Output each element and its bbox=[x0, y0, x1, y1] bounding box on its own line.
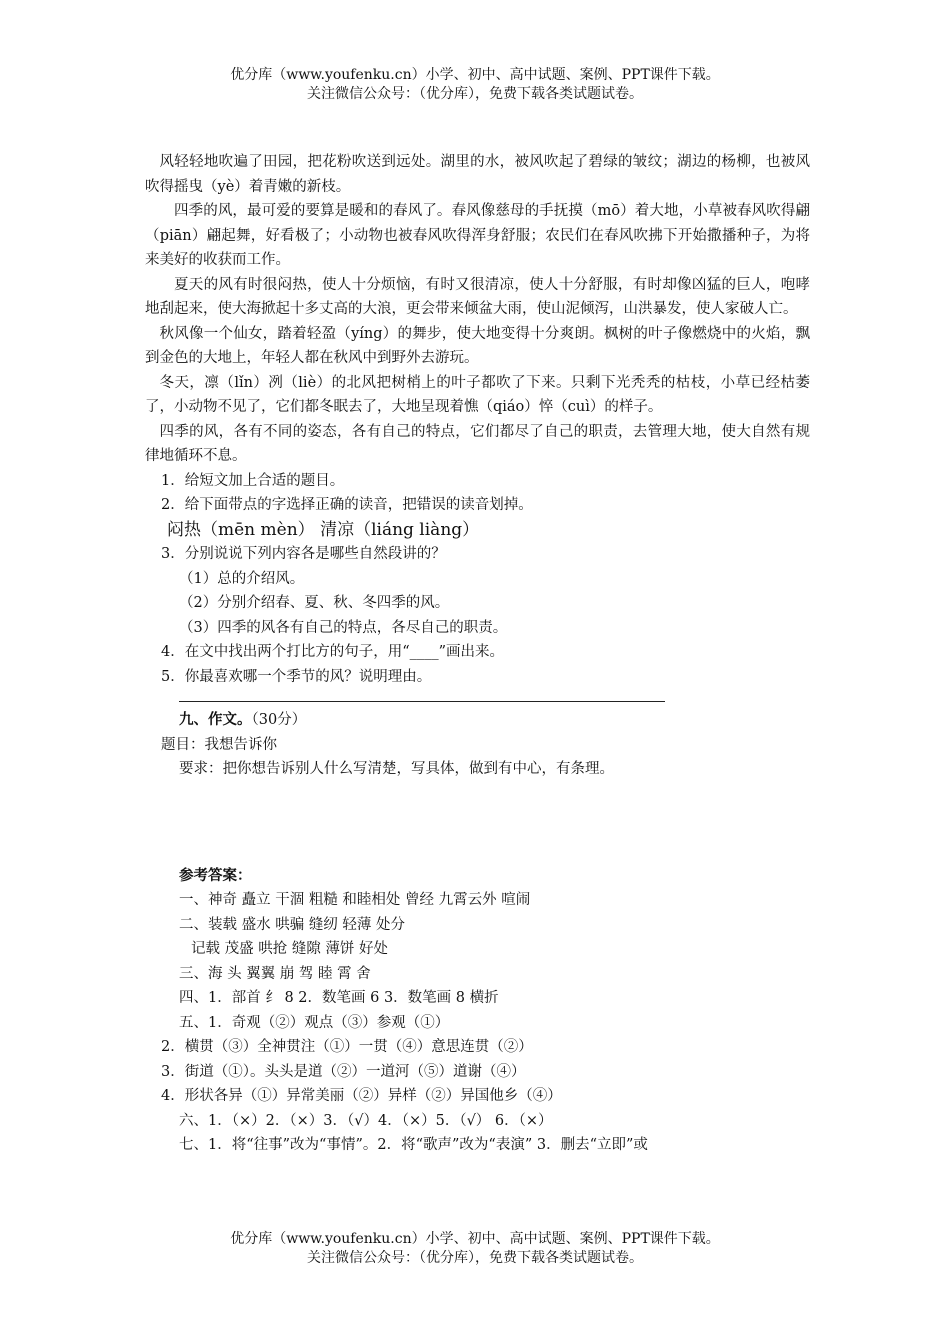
answer-line-3: 记载 茂盛 哄抢 缝隙 薄饼 好处 bbox=[191, 941, 389, 957]
question-3-item-1: （1）总的介绍风。 bbox=[179, 570, 305, 587]
answer-line-1: 一、神奇 矗立 干涸 粗糙 和睦相处 曾经 九霄云外 喧闹 bbox=[179, 892, 531, 908]
answer-line-6: 五、1．奇观（②）观点（③）参观（①） bbox=[179, 1014, 450, 1031]
answer-line-7: 2．横贯（③）全神贯注（①）一贯（④）意思连贯（②） bbox=[161, 1039, 533, 1055]
answer-line-5: 四、1．部首 纟 8 2．数笔画 6 3．数笔画 8 横折 bbox=[179, 990, 499, 1006]
answer-line-4: 三、海 头 翼翼 崩 驾 睦 霄 舍 bbox=[179, 965, 371, 982]
question-2: 2．给下面带点的字选择正确的读音，把错误的读音划掉。 bbox=[161, 497, 533, 513]
page-header bbox=[0, 66, 950, 104]
footer-line-2: 关注微信公众号：（优分库），免费下载各类试题试卷。 bbox=[307, 1250, 643, 1266]
passage-paragraph-6: 四季的风，各有不同的姿态，各有自己的特点，它们都尽了自己的职责，去管理大地，使大自然有规律地循环不息。 bbox=[145, 423, 810, 464]
composition-heading: 九、作文。 bbox=[179, 711, 252, 728]
spacer bbox=[145, 782, 810, 864]
passage-paragraph-5: 冬天，凛（lǐn）冽（liè）的北风把树梢上的叶子都吹了下来。只剩下光秃秃的枯枝，小草已经枯萎了，小动物不见了，它们都冬眠去了，大地呈现着憔（qiáo）悴（cuì）的样子。 bbox=[145, 374, 810, 415]
footer-line-1: 优分库（www.youfenku.cn）小学、初中、高中试题、案例、PPT课件下载。 bbox=[230, 1231, 720, 1247]
answer-line-9: 4．形状各异（①）异常美丽（②）异样（②）异国他乡（④） bbox=[161, 1088, 562, 1104]
header-line-1: 优分库（www.youfenku.cn）小学、初中、高中试题、案例、PPT课件下载。 bbox=[230, 67, 720, 83]
question-2-options: 闷热（mēn mèn） 清凉（liáng liàng） bbox=[167, 519, 480, 540]
header-line-2: 关注微信公众号：（优分库），免费下载各类试题试卷。 bbox=[307, 86, 643, 102]
answers-heading: 参考答案： bbox=[179, 866, 252, 884]
passage-paragraph-2: 四季的风，最可爱的要算是暖和的春风了。春风像慈母的手抚摸（mō）着大地，小草被春风吹得翩（piān）翩起舞，好看极了；小动物也被春风吹得浑身舒服；农民们在春风吹拂下开始撒播种子，为将来美好的收获而工作。 bbox=[145, 203, 810, 268]
question-1: 1．给短文加上合适的题目。 bbox=[161, 472, 345, 489]
composition-topic: 题目：我想告诉你 bbox=[161, 736, 277, 753]
answer-blank-line bbox=[179, 693, 665, 702]
question-3-item-2: （2）分别介绍春、夏、秋、冬四季的风。 bbox=[179, 595, 450, 611]
passage-paragraph-1: 风轻轻地吹遍了田园，把花粉吹送到远处。湖里的水，被风吹起了碧绿的皱纹；湖边的杨柳，也被风吹得摇曳（yè）着青嫩的新枝。 bbox=[145, 154, 810, 195]
question-3-item-3: （3）四季的风各有自己的特点，各尽自己的职责。 bbox=[179, 619, 508, 636]
answer-line-2: 二、装载 盛水 哄骗 缝纫 轻薄 处分 bbox=[179, 916, 406, 933]
question-4: 4．在文中找出两个打比方的句子，用“____”画出来。 bbox=[161, 644, 505, 660]
composition-heading-line bbox=[145, 708, 810, 733]
page-content bbox=[145, 150, 810, 1158]
question-5: 5．你最喜欢哪一个季节的风？说明理由。 bbox=[161, 668, 432, 685]
composition-requirement: 要求：把你想告诉别人什么写清楚，写具体，做到有中心，有条理。 bbox=[179, 761, 614, 777]
answer-line-11: 七、1．将“往事”改为“事情”。2．将“歌声”改为“表演” 3．删去“立即”或 bbox=[179, 1137, 648, 1153]
passage-paragraph-3: 夏天的风有时很闷热，使人十分烦恼，有时又很清凉，使人十分舒服，有时却像凶猛的巨人，咆哮地刮起来，使大海掀起十多丈高的大浪，更会带来倾盆大雨，使山泥倾泻，山洪暴发，使人家破人亡。 bbox=[145, 276, 810, 317]
answer-line-10: 六、1．（×）2．（×）3．（√）4．（×）5．（√） 6．（×） bbox=[179, 1112, 553, 1129]
question-3: 3．分别说说下列内容各是哪些自然段讲的？ bbox=[161, 546, 446, 562]
composition-score: （30分） bbox=[251, 712, 307, 728]
answer-line-8: 3．街道（①）。头头是道（②）一道河（⑤）道谢（④） bbox=[161, 1063, 526, 1080]
passage-paragraph-4: 秋风像一个仙女，踏着轻盈（yíng）的舞步，使大地变得十分爽朗。枫树的叶子像燃烧中的火焰，飘到金色的大地上，年轻人都在秋风中到野外去游玩。 bbox=[145, 325, 810, 366]
page-footer bbox=[0, 1230, 950, 1268]
